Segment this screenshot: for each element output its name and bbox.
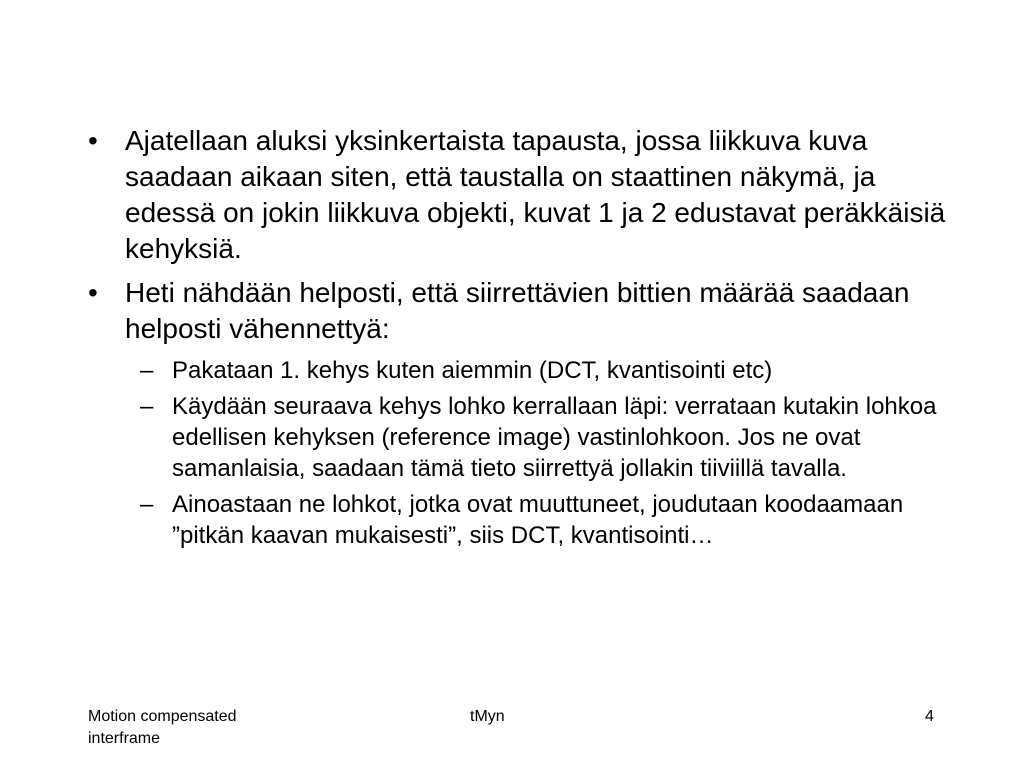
dash-marker: – xyxy=(140,393,154,420)
dash-marker: – xyxy=(140,357,154,384)
sub-bullet-item xyxy=(140,489,958,551)
slide-content xyxy=(88,123,958,556)
sub-bullet-item xyxy=(140,355,958,386)
footer-author: tMyn xyxy=(470,708,505,725)
sub-bullet-text: Käydään seuraava kehys lohko kerrallaan läpi: verrataan kutakin lohkoa edellisen kehyksen (reference image) vastinlohkoon. Jos ne ovat samanlaisia, saadaan tämä tieto siirrettyä jollakin tiiviillä tavalla. xyxy=(172,393,937,482)
dash-marker: – xyxy=(140,491,154,518)
bullet-text: Heti nähdään helposti, että siirrettävien bittien määrää saadaan helposti vähennettyä: xyxy=(125,277,910,344)
bullet-item xyxy=(88,275,958,347)
bullet-marker: • xyxy=(88,277,98,308)
footer-title: Motion compensated interframe xyxy=(88,708,237,747)
sub-bullet-list xyxy=(88,355,958,551)
sub-bullet-text: Pakataan 1. kehys kuten aiemmin (DCT, kvantisointi etc) xyxy=(172,357,773,384)
bullet-item xyxy=(88,123,958,267)
sub-bullet-item xyxy=(140,391,958,484)
sub-bullet-text: Ainoastaan ne lohkot, jotka ovat muuttuneet, joudutaan koodaamaan ”pitkän kaavan mukaisesti”, siis DCT, kvantisointi… xyxy=(172,491,904,549)
bullet-marker: • xyxy=(88,125,98,156)
bullet-text: Ajatellaan aluksi yksinkertaista tapausta, jossa liikkuva kuva saadaan aikaan siten, että taustalla on staattinen näkymä, ja edessä on jokin liikkuva objekti, kuvat 1 ja 2 edustavat peräkkäisiä kehyksiä. xyxy=(125,125,946,264)
page-number: 4 xyxy=(925,708,934,725)
